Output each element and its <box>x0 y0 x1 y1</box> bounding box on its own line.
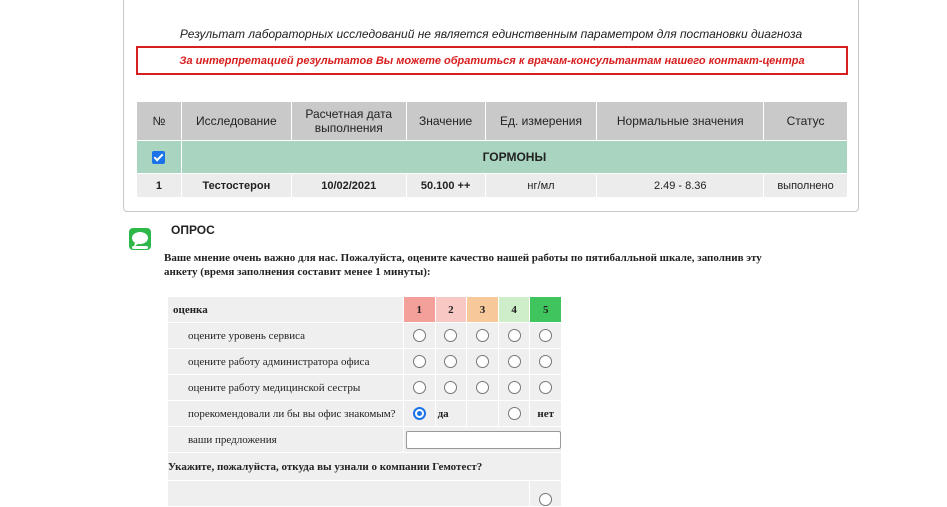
group-checkbox-cell <box>137 141 182 174</box>
chat-bubble-icon <box>128 227 152 251</box>
rating-radio[interactable] <box>508 381 521 394</box>
survey-question-row <box>168 349 562 375</box>
results-table <box>136 101 848 198</box>
row-date: 10/02/2021 <box>291 174 406 198</box>
source-option-row <box>168 481 562 507</box>
survey-question-row <box>168 323 562 349</box>
rating-radio[interactable] <box>476 329 489 342</box>
row-status: выполнено <box>764 174 848 198</box>
survey-header-row <box>168 297 562 323</box>
consultation-notice-text: За интерпретацией результатов Вы можете обратиться к врачам-консультантам нашего контакт-центра <box>179 54 805 67</box>
rating-radio[interactable] <box>476 381 489 394</box>
disclaimer-text: Результат лабораторных исследований не является единственным параметром для постановки диагноза <box>179 27 803 41</box>
results-card <box>123 0 859 212</box>
col-status: Статус <box>764 102 848 141</box>
col-num: № <box>137 102 182 141</box>
consultation-notice <box>136 46 848 75</box>
recommend-yes-radio[interactable] <box>413 407 426 420</box>
rating-radio[interactable] <box>413 355 426 368</box>
rating-radio[interactable] <box>476 355 489 368</box>
col-norm: Нормальные значения <box>597 102 764 141</box>
rating-radio[interactable] <box>508 355 521 368</box>
group-row <box>137 141 848 174</box>
recommend-yes-label: да <box>435 401 467 427</box>
row-num: 1 <box>137 174 182 198</box>
rating-radio[interactable] <box>539 329 552 342</box>
rating-radio[interactable] <box>444 355 457 368</box>
group-checkbox[interactable] <box>152 151 165 164</box>
scale-3: 3 <box>467 297 499 323</box>
rating-radio[interactable] <box>444 381 457 394</box>
row-norm: 2.49 - 8.36 <box>597 174 764 198</box>
rating-radio[interactable] <box>539 381 552 394</box>
col-value: Значение <box>406 102 485 141</box>
recommend-row <box>168 401 562 427</box>
scale-5: 5 <box>530 297 562 323</box>
rating-radio[interactable] <box>444 329 457 342</box>
row-test: Тестостерон <box>181 174 291 198</box>
suggestions-row <box>168 427 562 453</box>
question-label: оцените работу администратора офиса <box>168 349 404 375</box>
group-name: ГОРМОНЫ <box>181 141 847 174</box>
survey-table <box>167 296 562 507</box>
row-value: 50.100 ++ <box>406 174 485 198</box>
rating-header: оценка <box>168 297 404 323</box>
rating-radio[interactable] <box>413 381 426 394</box>
col-unit: Ед. измерения <box>485 102 597 141</box>
rating-radio[interactable] <box>539 355 552 368</box>
recommend-no-label: нет <box>530 401 562 427</box>
scale-4: 4 <box>498 297 530 323</box>
table-row <box>137 174 848 198</box>
suggestions-input[interactable] <box>406 431 561 449</box>
question-label: оцените уровень сервиса <box>168 323 404 349</box>
suggestions-label: ваши предложения <box>168 427 404 453</box>
scale-2: 2 <box>435 297 467 323</box>
col-test: Исследование <box>181 102 291 141</box>
source-radio[interactable] <box>539 493 552 506</box>
source-question: Укажите, пожалуйста, откуда вы узнали о компании Гемотест? <box>168 453 562 481</box>
recommend-no-radio[interactable] <box>508 407 521 420</box>
results-header-row <box>137 102 848 141</box>
rating-radio[interactable] <box>413 329 426 342</box>
source-question-row <box>168 453 562 481</box>
survey-question-row <box>168 375 562 401</box>
rating-radio[interactable] <box>508 329 521 342</box>
recommend-label: порекомендовали ли бы вы офис знакомым? <box>168 401 404 427</box>
survey-title: ОПРОС <box>171 223 215 237</box>
scale-1: 1 <box>404 297 436 323</box>
row-unit: нг/мл <box>485 174 597 198</box>
col-date: Расчетная дата выполнения <box>291 102 406 141</box>
question-label: оцените работу медицинской сестры <box>168 375 404 401</box>
survey-intro: Ваше мнение очень важно для нас. Пожалуйста, оцените качество нашей работы по пятибалльной шкале, заполнив эту анкету (время заполнения составит менее 1 минуты): <box>164 252 762 278</box>
